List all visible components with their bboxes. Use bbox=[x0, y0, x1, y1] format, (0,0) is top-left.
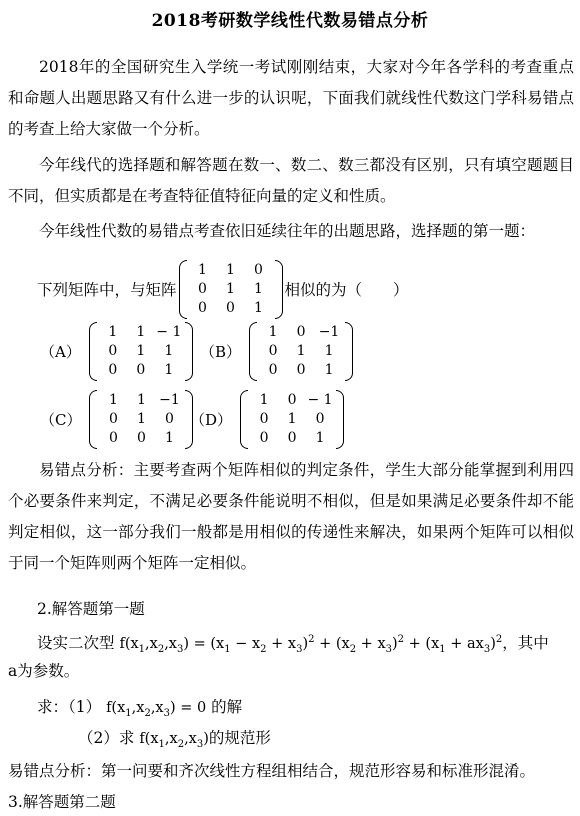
matrix-entry: 0 bbox=[109, 411, 118, 427]
matrix-entry: 0 bbox=[165, 411, 174, 427]
main-matrix-grid bbox=[187, 260, 275, 319]
matrix-entry: 1 bbox=[136, 324, 146, 340]
matrix-entry: 0 bbox=[287, 392, 297, 408]
matrix-entry: 1 bbox=[226, 281, 235, 297]
matrix-entry: 1 bbox=[268, 324, 278, 340]
question-2-part-2 bbox=[78, 726, 271, 757]
matrix-entry: 0 bbox=[254, 262, 263, 278]
matrix-entry: 1 bbox=[287, 411, 297, 427]
matrix-entry: 1 bbox=[254, 300, 263, 316]
section-2-heading: 2.解答题第一题 bbox=[37, 600, 145, 618]
option-d bbox=[190, 390, 346, 449]
matrix-entry: 0 bbox=[108, 343, 118, 359]
matrix-entry: 1 bbox=[259, 392, 269, 408]
section-3-heading: 3.解答题第二题 bbox=[8, 793, 116, 811]
question-1-prefix: 下列矩阵中，与矩阵 bbox=[37, 280, 177, 299]
matrix-entry: 0 bbox=[268, 343, 278, 359]
matrix-entry: 0 bbox=[296, 324, 306, 340]
matrix-entry: 0 bbox=[287, 430, 297, 446]
matrix-entry: 0 bbox=[268, 362, 278, 378]
part-2-expression: $f(x_1,x_2,x_3)$ bbox=[139, 731, 209, 750]
paragraph-error-analysis-1: 易错点分析：主要考查两个矩阵相似的判定条件，学生大部分能掌握到利用四个必要条件来判定，不满足必要条件能说明不相似，但是如果满足必要条件却不能判定相似，这一部分我们一般都是用相似的传递性来解决，如果两个矩阵可以相似于同一个矩阵则两个矩阵一定相似。 bbox=[8, 461, 574, 572]
option-a bbox=[40, 322, 195, 381]
part-1-tail: 的解 bbox=[211, 698, 243, 716]
matrix-entry: 1 bbox=[198, 262, 207, 278]
matrix-entry: 0 bbox=[108, 362, 118, 378]
matrix-entry: 1 bbox=[226, 262, 235, 278]
question-2-stem bbox=[37, 628, 549, 662]
matrix-entry: − 1 bbox=[307, 392, 333, 408]
matrix-entry: 1 bbox=[315, 430, 325, 446]
matrix-entry: 1 bbox=[136, 343, 146, 359]
matrix-entry: 0 bbox=[259, 430, 269, 446]
main-matrix bbox=[179, 260, 283, 319]
option-b-matrix bbox=[257, 322, 345, 381]
option-a-matrix bbox=[97, 322, 185, 381]
paragraph-exam-structure: 今年线代的选择题和解答题在数一、数二、数三都没有区别，只有填空题题目不同，但实质都是在考查特征值特征向量的定义和性质。 bbox=[8, 156, 574, 205]
paragraph-error-analysis-2: 易错点分析：第一问要和齐次线性方程组相结合，规范形容易和标准形混淆。 bbox=[8, 762, 536, 780]
option-d-matrix bbox=[248, 390, 336, 449]
question-1-stem bbox=[37, 260, 409, 319]
option-b bbox=[200, 322, 355, 381]
document-title: 2018考研数学线性代数易错点分析 bbox=[151, 11, 429, 31]
matrix-entry: 0 bbox=[109, 430, 118, 446]
matrix-entry: 1 bbox=[137, 411, 146, 427]
option-b-label: （B） bbox=[200, 343, 242, 361]
part-1-label: 求：（1） bbox=[37, 698, 102, 716]
option-c-label: （C） bbox=[40, 411, 82, 429]
part-2-tail: 的规范形 bbox=[208, 729, 271, 747]
matrix-entry: 0 bbox=[137, 430, 146, 446]
matrix-entry: 1 bbox=[165, 430, 174, 446]
matrix-entry: 0 bbox=[198, 300, 207, 316]
part-1-equation: $f(x_1,x_2,x_3) = 0$ bbox=[106, 700, 207, 719]
paragraph-question-intro: 今年线性代数的易错点考查依旧延续往年的出题思路，选择题的第一题： bbox=[39, 222, 536, 240]
matrix-entry: − 1 bbox=[156, 324, 182, 340]
matrix-entry: 1 bbox=[324, 343, 334, 359]
matrix-entry: 1 bbox=[137, 392, 146, 408]
matrix-entry: 0 bbox=[296, 362, 306, 378]
question-2-param: a为参数。 bbox=[8, 662, 80, 680]
matrix-entry: 0 bbox=[198, 281, 207, 297]
matrix-entry: 0 bbox=[259, 411, 269, 427]
option-a-label: （A） bbox=[40, 343, 81, 361]
matrix-entry: 1 bbox=[164, 362, 174, 378]
question-2-tail: ，其中 bbox=[502, 633, 549, 652]
question-1-suffix: 相似的为（ ） bbox=[284, 280, 409, 299]
matrix-entry: 0 bbox=[226, 300, 235, 316]
matrix-entry: −1 bbox=[318, 324, 340, 340]
part-2-label: （2）求 bbox=[78, 729, 135, 747]
option-c bbox=[40, 390, 195, 449]
matrix-entry: 1 bbox=[254, 281, 263, 297]
matrix-entry: 1 bbox=[109, 392, 118, 408]
matrix-entry: −1 bbox=[159, 392, 180, 408]
option-c-matrix bbox=[97, 390, 185, 449]
question-2-lead: 设实二次型 bbox=[37, 633, 115, 652]
matrix-entry: 1 bbox=[108, 324, 118, 340]
option-d-label: （D） bbox=[190, 411, 233, 429]
question-2-part-1 bbox=[37, 695, 242, 726]
matrix-entry: 0 bbox=[315, 411, 325, 427]
quadratic-form-formula: $f(x_1,x_2,x_3) = (x_1 - x_2 + x_3)^2 + (x_2 + x_3)^2 + (x_1 + ax_3)^2$ bbox=[119, 634, 503, 655]
matrix-entry: 1 bbox=[324, 362, 334, 378]
intro-paragraph: 2018年的全国研究生入学统一考试刚刚结束，大家对今年各学科的考查重点和命题人出题思路又有什么进一步的认识呢，下面我们就线性代数这门学科易错点的考查上给大家做一个分析。 bbox=[8, 58, 574, 138]
matrix-entry: 1 bbox=[164, 343, 174, 359]
matrix-entry: 1 bbox=[296, 343, 306, 359]
matrix-entry: 0 bbox=[136, 362, 146, 378]
